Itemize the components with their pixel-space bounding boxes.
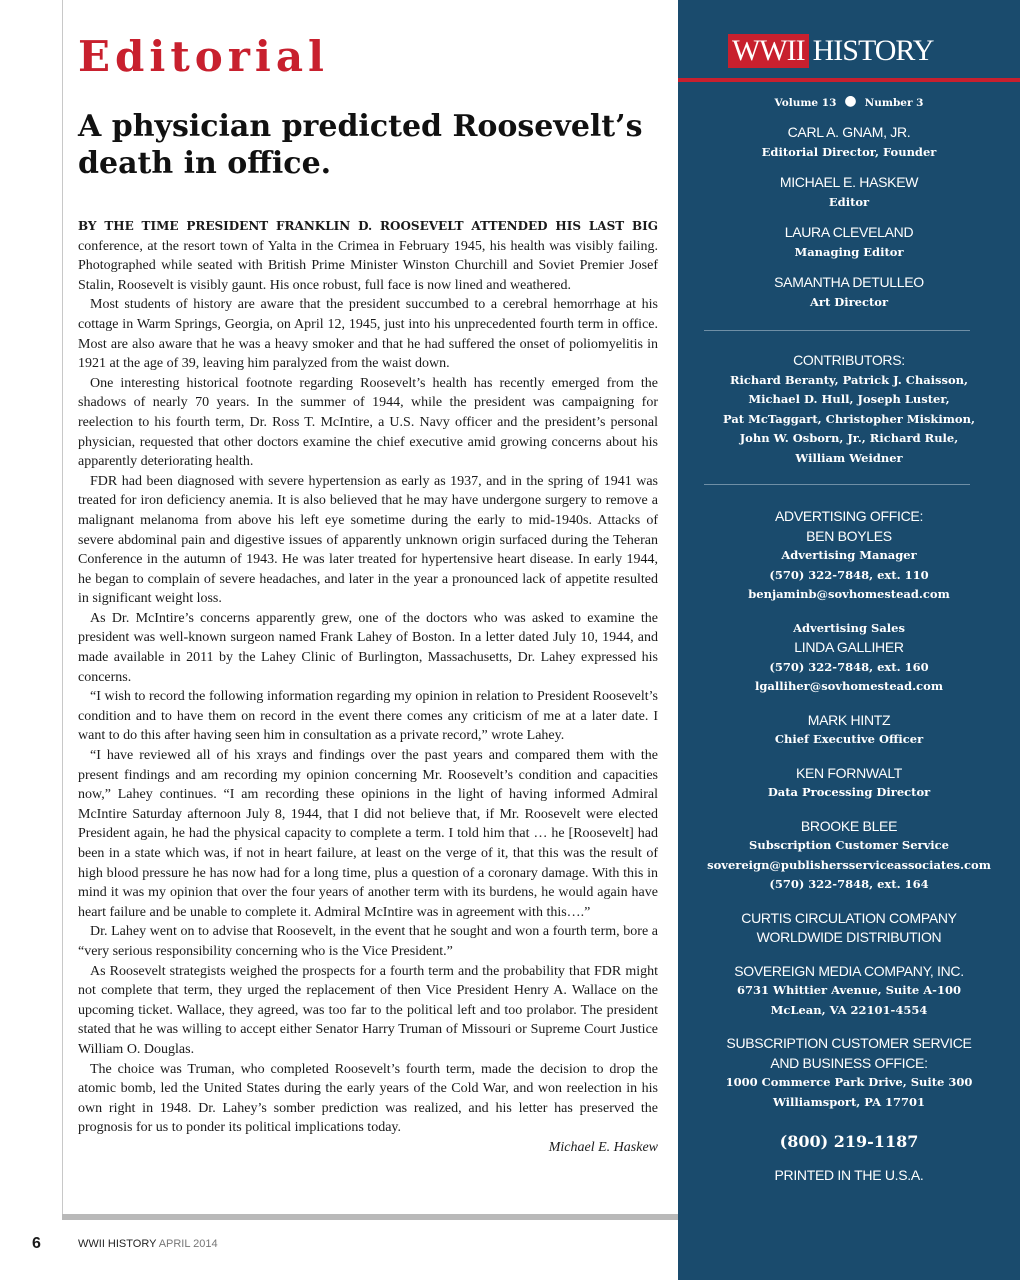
article-paragraph: FDR had been diagnosed with severe hypertension as early as 1937, and in the spring of 1941 was treated for iron deficiency anemia. It is also believed that he may have undergone surgery to remove a malignant melanoma from above his left eye sometime during the early to mid-1940s. Attacks of severe abdominal pain and digestive issues of apparently unknown origin surfaced during the Teheran Conference in the autumn of 1943. He was later treated for hypertensive heart disease. In early 1944, he began to complain of severe headaches, and later in the year a pronounced lack of appetite resulted in significant weight loss.	[78, 473, 658, 607]
staff-title: Chief Executive Officer	[774, 732, 924, 746]
printed-in-usa: PRINTED IN THE U.S.A.	[774, 1167, 924, 1183]
article-paragraph: As Dr. McIntire’s concerns apparently grew, one of the doctors who was asked to examine the president was well-known surgeon named Frank Lahey of Boston. In a letter dated July 10, 1944, and made available in 2011 by the Lahey Clinic of Burlington, Massachusetts, Dr. Lahey expressed his concerns.	[78, 610, 658, 685]
masthead-sidebar	[678, 0, 1020, 1280]
circulation-line: CURTIS CIRCULATION COMPANY	[741, 909, 957, 926]
business-office-heading: SUBSCRIPTION CUSTOMER SERVICE	[726, 1035, 972, 1051]
left-margin-rule	[62, 0, 63, 1220]
contributors-line: William Weidner	[795, 450, 903, 465]
staff-title: Data Processing Director	[767, 785, 931, 799]
contributors-heading: CONTRIBUTORS:	[793, 352, 905, 368]
staff-title: Editorial Director, Founder	[761, 144, 937, 159]
article-paragraph: “I wish to record the following information regarding my opinion in relation to President Roosevelt’s condition and to have them on record in the event there comes any criticism of me at a later date. I want to do this after having seen him in consultation as a private record,” wrote Lahey.	[78, 689, 658, 744]
staff-name: MARK HINTZ	[807, 711, 891, 728]
page-number: 6	[32, 1235, 41, 1252]
advertising-block	[678, 507, 1020, 1186]
staff-name: CARL A. GNAM, JR.	[787, 124, 911, 140]
phone-number: (570) 322-7848, ext. 160	[769, 659, 929, 674]
staff-title: Managing Editor	[794, 244, 904, 259]
publisher-address: McLean, VA 22101-4554	[770, 1002, 928, 1017]
phone-number: (570) 322-7848, ext. 164	[769, 877, 929, 891]
publisher-name: SOVEREIGN MEDIA COMPANY, INC.	[734, 962, 964, 979]
staff-name: SAMANTHA DETULLEO	[774, 274, 924, 290]
business-office-address: Williamsport, PA 17701	[772, 1094, 926, 1109]
staff-name: KEN FORNWALT	[795, 764, 903, 781]
publisher-address: 6731 Whittier Avenue, Suite A-100	[737, 983, 961, 997]
article-paragraph: The choice was Truman, who completed Roosevelt’s fourth term, made the decision to drop the atomic bomb, led the United States during the early years of the Cold War, and won reelection in his own right in 1948. Dr. Lahey’s somber prediction was realized, and his letter has preserved the prognosis for us to ponder its political implications today.	[78, 1061, 658, 1136]
footer-rule	[62, 1214, 678, 1220]
lead-in-caps: BY THE TIME PRESIDENT FRANKLIN D. ROOSEVELT ATTENDED HIS LAST BIG	[78, 219, 658, 233]
advertising-heading: ADVERTISING OFFICE:	[774, 508, 924, 524]
staff-title: Advertising Manager	[781, 548, 917, 562]
footer-issue-date: APRIL 2014	[158, 1238, 218, 1250]
staff-title: Art Director	[809, 294, 889, 309]
business-office-heading: AND BUSINESS OFFICE:	[770, 1054, 928, 1071]
magazine-logo	[728, 34, 933, 68]
article-body	[78, 217, 658, 1158]
contributors-line: Richard Beranty, Patrick J. Chaisson,	[729, 372, 969, 387]
staff-name: BEN BOYLES	[806, 527, 892, 544]
masthead-divider	[704, 330, 970, 331]
author-signature: Michael E. Haskew	[548, 1139, 658, 1155]
contributors-line: Pat McTaggart, Christopher Miskimon,	[723, 411, 975, 426]
staff-name: MICHAEL E. HASKEW	[779, 174, 919, 190]
logo-history: HISTORY	[812, 34, 934, 67]
article-paragraph: BY THE TIME PRESIDENT FRANKLIN D. ROOSEVELT ATTENDED HIS LAST BIG conference, at the resort town of Yalta in the Crimea in February 1945, his health was visibly failing. Photographed while seated with British Prime Minister Winston Churchill and Soviet Premier Josef Stalin, Roosevelt is visibly gaunt. His once robust, full face is now lined and weathered.	[78, 219, 658, 293]
article-paragraph: One interesting historical footnote regarding Roosevelt’s health has recently emerged from the shadows of nearly 70 years. In the summer of 1944, while the president was campaigning for reelection to his fourth term, Dr. Ross T. McIntire, a U.S. Navy officer and the president’s personal physician, requested that other doctors examine the chief executive amid growing concerns about his apparently deteriorating health.	[78, 375, 658, 470]
volume-number: Volume 13 ● Number 3	[774, 93, 924, 109]
staff-name: LINDA GALLIHER	[794, 639, 904, 655]
staff-listing	[678, 123, 1020, 312]
bullet-dot: ●	[844, 93, 857, 109]
circulation-line: WORLDWIDE DISTRIBUTION	[756, 929, 942, 945]
contributors-line: John W. Osborn, Jr., Richard Rule,	[739, 431, 959, 445]
phone-number: (570) 322-7848, ext. 110	[769, 567, 929, 582]
article-paragraph: As Roosevelt strategists weighed the prospects for a fourth term and the probability that FDR might not complete that term, they urged the replacement of then Vice President Henry A. Wallace on the upcoming ticket. Wallace, they agreed, was too far to the political left and too prolabor. The president stated that he was willing to accept either Senator Harry Truman of Missouri or Supreme Court Justice William O. Douglas.	[78, 963, 658, 1057]
email-address: lgalliher@sovhomestead.com	[755, 679, 943, 693]
staff-title: Advertising Sales	[793, 620, 905, 635]
article-paragraph: “I have reviewed all of his xrays and findings over the past years and compared them with the present findings and am recording my opinion concerning Mr. Roosevelt’s condition and capacities now,” Lahey continues. “I am recording these opinions in the light of having informed Admiral McIntire Saturday afternoon July 8, 1944, that I did not believe that, if Mr. Roosevelt were elected President again, he had the physical capacity to complete a term. I told him that … he [Roosevelt] had been in a state which was, if not in heart failure, at least on the verge of it, that this was the result of high blood pressure he has now had for a long time, plus a question of a coronary damage. With this in mind it was my opinion that over the four years of another term with its burdens, he would again have heart failure and be unable to complete it. Admiral McIntire was in agreement with this….”	[78, 748, 658, 920]
email-address: benjaminb@sovhomestead.com	[748, 587, 950, 601]
article-paragraph: Most students of history are aware that the president succumbed to a cerebral hemorrhage at his cottage in Warm Springs, Georgia, on April 12, 1945, just into his unprecedented fourth term in office. Most are also aware that he was a heavy smoker and that he had suffered the onset of poliomyelitis in 1921 at the age of 39, leaving him paralyzed from the waist down.	[78, 297, 658, 372]
staff-name: LAURA CLEVELAND	[784, 224, 914, 240]
staff-name: BROOKE BLEE	[800, 817, 898, 834]
contributors-block	[678, 351, 1020, 468]
contributors-line: Michael D. Hull, Joseph Luster,	[748, 392, 950, 406]
footer-magazine: WWII HISTORY	[78, 1238, 157, 1250]
article-headline: A physician predicted Roosevelt’s death in office.	[78, 109, 643, 181]
email-address: sovereign@publishersserviceassociates.com	[707, 857, 991, 872]
article-paragraph: Dr. Lahey went on to advise that Roosevelt, in the event that he sought and won a fourth term, bore a “very serious responsibility concerning who is the Vice President.”	[78, 924, 658, 959]
masthead-red-rule	[678, 78, 1020, 82]
footer-folio	[78, 1238, 218, 1250]
section-title: Editorial	[78, 32, 330, 81]
masthead-divider	[704, 484, 970, 485]
business-office-address: 1000 Commerce Park Drive, Suite 300	[725, 1075, 973, 1089]
toll-free-phone: (800) 219-1187	[779, 1132, 919, 1151]
staff-title: Editor	[828, 194, 870, 209]
staff-title: Subscription Customer Service	[749, 838, 949, 852]
logo-wwii: WWII	[728, 34, 809, 68]
